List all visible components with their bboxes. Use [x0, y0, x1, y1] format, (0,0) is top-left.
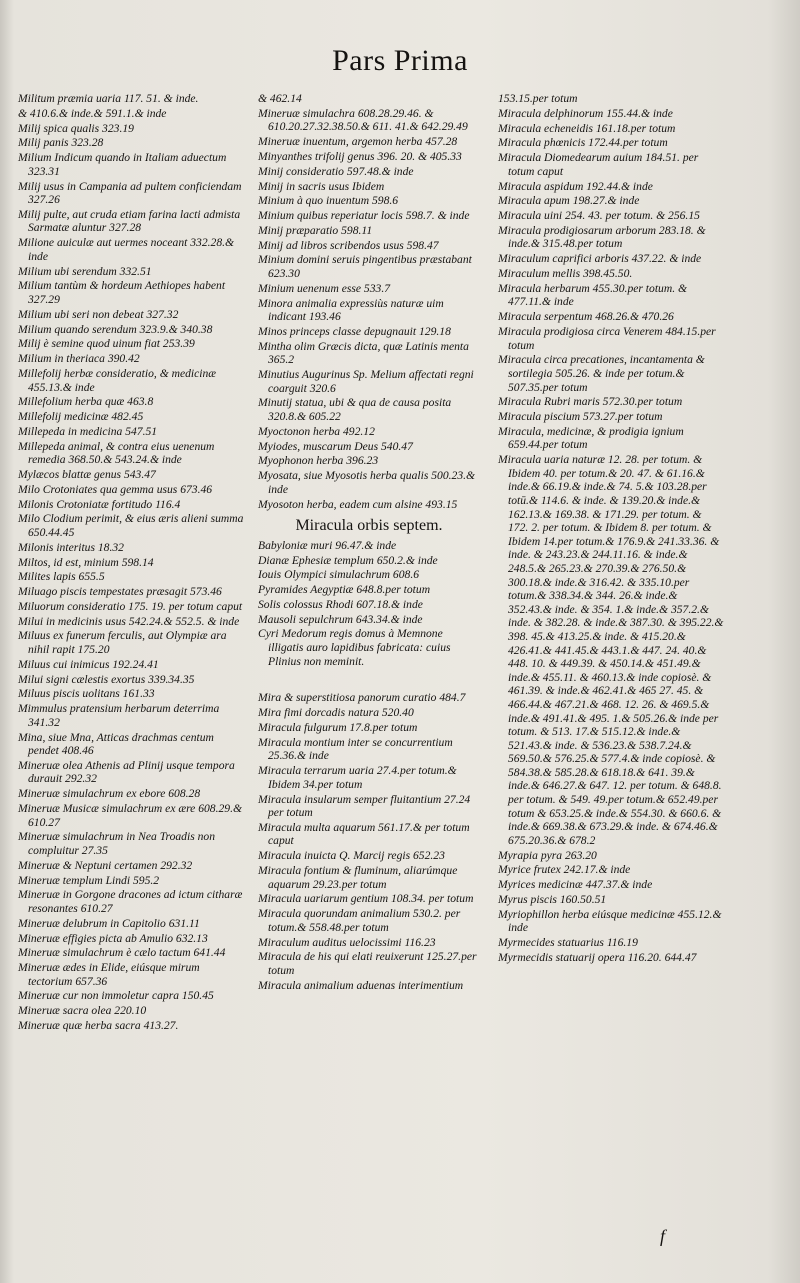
index-entry: Miracula, medicinæ, & prodigia ignium 659.44.per totum: [498, 424, 684, 452]
index-entry: Miracula uaria naturæ 12. 28. per totum. & Ibidem 40. per totum.& 20. 47. & 61.16.& inde.& 66.19.& inde.& 74. 5.& 103.28.per totū.& 114.6. & inde. & 139.20.& inde.& 162.13.& 169.38. & 171.29. per totum. & 172. 2. per totum. & Ibidem 8. per totum. & Ibidem 14.per totum.& 176.9.& 241.33.36. & inde. & 243.23.& 244.11.16. & inde.& 248.5.& 265.23.& 270.39.& 276.50.& 300.18.& inde.& 316.42. & 335.10.per totum.& 338.34.& 344. 26.& inde.& 352.43.& inde. & 354. 1.& inde.& 357.2.& inde. & 382.28. & inde.& 387.30. & 395.22.& 398. 45.& 413.25.& inde. & 415.20.& 426.41.& 441.45.& 443.1.& 447. 24. 40.& 448. 10. & 449.39. & 450.14.& 451.49.& inde.& 455.11. & 460.13.& inde copiosè. & 461.39. & inde.& 462.41.& 465 27. 45. & 466.44.& 467.21.& 468. 12. 26. & 469.5.& inde.& 491.41.& 495. 1.& 505.26.& inde per totum. & 513. 17.& 515.12.& inde.& 521.43.& inde. & 536.23.& 538.7.24.& 569.50.& 576.25.& 577.4.& inde copiosè. & 584.38.& 585.28.& 618.18.& 641. 39.& inde.& 646.27.& 647. 12. per totum. & 648.8. per totum. & 549. 49.per totum.& 652.49.per totum & 653.25.& inde.& 554.30. & 660.6. & inde.& 669.38.& 673.29.& inde. & 674.46.& 675.20.36.& 678.2: [498, 453, 724, 847]
index-entry: Miluorum consideratio 175. 19. per totum caput: [18, 599, 243, 613]
index-entry: Mineruæ in Gorgone dracones ad ictum citharæ resonantes 610.27: [18, 888, 243, 915]
index-entry: Miracula echeneidis 161.18.per totum: [498, 121, 676, 135]
wonders-list: [258, 539, 480, 668]
index-entry: Mineruæ delubrum in Capitolio 631.11: [18, 916, 200, 930]
index-entry: Mineruæ simulachrum è cælo tactum 641.44: [18, 946, 226, 960]
index-entry: Mintha olim Græcis dicta, quæ Latinis menta 365.2: [258, 339, 469, 367]
index-entry: Minutij statua, ubi & qua de causa posita 320.8.& 605.22: [258, 396, 452, 424]
index-entry: Mylæcos blattæ genus 543.47: [18, 468, 156, 481]
spacer: [258, 669, 480, 691]
index-entry: Minium quibus reperiatur locis 598.7. & inde: [258, 209, 470, 223]
index-entry: Mineruæ simulachra 608.28.29.46. & 610.20.27.32.38.50.& 611. 41.& 642.29.49: [258, 106, 468, 134]
index-entry: Miracula aspidum 192.44.& inde: [498, 179, 653, 193]
index-entry: Mineruæ inuentum, argemon herba 457.28: [258, 135, 458, 149]
index-entry: Miracula uini 254. 43. per totum. & 256.15: [498, 209, 700, 223]
index-entry: Mineruæ cur non immoletur capra 150.45: [18, 989, 214, 1003]
index-entry: Miracula apum 198.27.& inde: [498, 194, 640, 208]
index-entry: Milium quando serendum 323.9.& 340.38: [18, 322, 213, 336]
index-entry: Myoctonon herba 492.12: [258, 424, 375, 438]
index-entry: Minij in sacris usus Ibidem: [258, 179, 385, 193]
page-title: Pars Prima: [332, 44, 468, 77]
index-entry: Milium Indicum quando in Italiam aduectum 323.31: [18, 151, 227, 178]
index-entry: Miracula fulgurum 17.8.per totum: [258, 720, 418, 734]
index-column-left: [18, 92, 244, 1034]
index-entry: Miracula uariarum gentium 108.34. per totum: [258, 892, 474, 906]
index-entry: Mineruæ simulachrum ex ebore 608.28: [18, 787, 201, 801]
index-entry: Milij usus in Campania ad pultem conficiendam 327.26: [18, 179, 242, 207]
index-entry: Minium domini seruis pingentibus præstabant 623.30: [258, 253, 472, 280]
index-entry: Miluus ex funerum ferculis, aut Olympiæ ara nihil rapit 175.20: [18, 629, 227, 656]
index-entry: Dianæ Ephesiæ templum 650.2.& inde: [258, 553, 438, 567]
index-entry: Myiodes, muscarum Deus 540.47: [258, 439, 413, 453]
index-entry: Millepeda animal, & contra eius uenenum remedia 368.50.& 543.24.& inde: [18, 439, 215, 467]
index-entry: Miracula delphinorum 155.44.& inde: [498, 106, 673, 120]
index-entry: Myrapia pyra 263.20: [498, 848, 597, 862]
index-entry: Miracula terrarum uaria 27.4.per totum.& Ibidem 34.per totum: [258, 764, 457, 791]
index-entry: Minora animalia expressiùs naturæ uim indicant 193.46: [258, 296, 444, 324]
index-entry: Millefolij medicinæ 482.45: [18, 410, 144, 424]
index-entry: Myosoton herba, eadem cum alsine 493.15: [258, 497, 458, 511]
index-entry: Milium in theriaca 390.42: [18, 352, 140, 366]
index-entry: & 462.14: [258, 92, 302, 105]
index-entry: Minij ad libros scribendos usus 598.47: [258, 238, 439, 252]
index-entry: Mineruæ olea Athenis ad Plinij usque tempora durauit 292.32: [18, 758, 235, 786]
index-entry: Miracula circa precationes, incantamenta & sortilegia 505.26. & inde per totum.& 507.35.per totum: [498, 353, 705, 394]
index-entry: Solis colossus Rhodi 607.18.& inde: [258, 597, 423, 611]
index-entry: Iouis Olympici simulachrum 608.6: [258, 568, 420, 582]
index-entry: Miracula serpentum 468.26.& 470.26: [498, 310, 674, 324]
index-entry: Miracula phœnicis 172.44.per totum: [498, 136, 668, 150]
index-entry: Minos princeps classe depugnauit 129.18: [258, 324, 451, 338]
index-entry: Milium ubi serendum 332.51: [18, 264, 152, 278]
index-entry: Minyanthes trifolij genus 396. 20. & 405.33: [258, 149, 462, 163]
index-column-right: [498, 92, 724, 966]
index-entry: Mineruæ effigies picta ab Amulio 632.13: [18, 931, 208, 945]
index-entry: Millefolij herbæ consideratio, & medicinæ 455.13.& inde: [18, 366, 217, 394]
index-entry: & 410.6.& inde.& 591.1.& inde: [18, 106, 167, 120]
index-entry: Miraculum auditus uelocissimi 116.23: [258, 935, 436, 949]
index-entry: Milij spica qualis 323.19: [18, 121, 134, 135]
index-entry: Myosata, siue Myosotis herba qualis 500.23.& inde: [258, 469, 476, 496]
index-entry: Minij præparatio 598.11: [258, 223, 373, 237]
index-entry: Pyramides Aegyptiæ 648.8.per totum: [258, 583, 431, 597]
index-entry: Miracula Rubri maris 572.30.per totum: [498, 395, 683, 409]
index-entry: Mira fimi dorcadis natura 520.40: [258, 706, 414, 720]
index-entry: Miracula quorundam animalium 530.2. per totum.& 558.48.per totum: [258, 907, 461, 934]
index-entry: Miracula Diomedearum auium 184.51. per totum caput: [498, 151, 699, 178]
index-entry: Minium uenenum esse 533.7: [258, 281, 391, 295]
index-entry: Miluago piscis tempestates præsagit 573.46: [18, 585, 222, 599]
index-entry: Myrus piscis 160.50.51: [498, 892, 607, 906]
index-entry: Miracula montium inter se concurrentium 25.36.& inde: [258, 735, 453, 763]
index-entry: Mineruæ templum Lindi 595.2: [18, 873, 160, 887]
index-entry: Miluus piscis uolitans 161.33: [18, 687, 155, 701]
index-entry: Miltos, id est, minium 598.14: [18, 555, 154, 569]
index-entry: Myrmecidis statuarij opera 116.20. 644.47: [498, 950, 697, 964]
index-entry: Milium tantùm & hordeum Aethiopes habent 327.29: [18, 279, 226, 306]
index-entry: Mina, siue Mna, Atticas drachmas centum pendet 408.46: [18, 730, 214, 758]
index-entry: Milui in medicinis usus 542.24.& 552.5. & inde: [18, 614, 240, 628]
index-entry: Milonis Crotoniatæ fortitudo 116.4: [18, 497, 181, 511]
index-entry: Miracula de his qui elati reuixerunt 125.27.per totum: [258, 950, 477, 977]
index-entry: Myrmecides statuarius 116.19: [498, 936, 638, 950]
index-entry: Minium à quo inuentum 598.6: [258, 194, 399, 208]
index-entry: Miracula piscium 573.27.per totum: [498, 410, 663, 424]
index-entry: Babyloniæ muri 96.47.& inde: [258, 538, 397, 552]
index-entry: Miluus cui inimicus 192.24.41: [18, 657, 159, 671]
index-entry: 153.15.per totum: [498, 92, 578, 105]
index-entry: Myrices medicinæ 447.37.& inde: [498, 878, 653, 892]
index-entry: Mineruæ & Neptuni certamen 292.32: [18, 858, 193, 872]
index-entry: Miracula herbarum 455.30.per totum. & 477.11.& inde: [498, 281, 688, 309]
index-entry: Myriophillon herba eiúsque medicinæ 455.12.& inde: [498, 907, 722, 935]
index-entry: Miraculum mellis 398.45.50.: [498, 267, 633, 280]
index-entry: Milo Clodium perimit, & eius æris alieni summa 650.44.45: [18, 512, 244, 539]
index-entry: Mineruæ sacra olea 220.10: [18, 1004, 147, 1018]
index-entry: Mineruæ ædes in Elide, eiúsque mirum tectorium 657.36: [18, 961, 200, 988]
index-entry: Milione auiculæ aut uermes noceant 332.28.& inde: [18, 236, 235, 263]
index-entry: Miraculum caprifici arboris 437.22. & inde: [498, 252, 702, 266]
section-heading: Miracula orbis septem.: [295, 517, 443, 535]
index-entry: Minij consideratio 597.48.& inde: [258, 164, 414, 178]
index-entry: Mimmulus pratensium herbarum deterrima 341.32: [18, 702, 220, 729]
index-entry: Milij è semine quod uinum fiat 253.39: [18, 337, 195, 351]
index-entry: Milonis interitus 18.32: [18, 540, 124, 554]
index-entry: Miracula prodigiosa circa Venerem 484.15.per totum: [498, 324, 716, 352]
index-entry: Milui signi cælestis exortus 339.34.35: [18, 672, 195, 686]
index-entry: Myrice frutex 242.17.& inde: [498, 863, 631, 877]
index-entry: Milites lapis 655.5: [18, 570, 105, 584]
index-entry: Miracula insularum semper fluitantium 27.24 per totum: [258, 792, 471, 820]
index-entry: Mineruæ quæ herba sacra 413.27.: [18, 1019, 179, 1032]
index-entry: Miracula animalium aduenas interimentium: [258, 978, 464, 992]
index-entry: Miracula fontium & fluminum, aliarúmque aquarum 29.23.per totum: [258, 864, 458, 891]
signature-mark: f: [660, 1226, 666, 1246]
index-entry: Miracula multa aquarum 561.17.& per totum caput: [258, 820, 470, 848]
index-entry: Miracula inuicta Q. Marcij regis 652.23: [258, 849, 445, 863]
index-entry: Millefolium herba quæ 463.8: [18, 395, 154, 409]
index-entry: Miracula prodigiosarum arborum 283.18. & inde.& 315.48.per totum: [498, 223, 706, 251]
index-entry: Militum præmia uaria 117. 51. & inde.: [18, 92, 199, 105]
index-entry: Millepeda in medicina 547.51: [18, 424, 158, 438]
index-entry: Mira & superstitiosa panorum curatio 484.7: [258, 691, 466, 705]
index-entry: Mausoli sepulchrum 643.34.& inde: [258, 612, 423, 626]
index-entry: Mineruæ simulachrum in Nea Troadis non compluitur 27.35: [18, 830, 215, 857]
index-entry: Myophonon herba 396.23: [258, 454, 379, 468]
index-entry: Milo Crotoniates qua gemma usus 673.46: [18, 482, 213, 496]
index-entries-lower: [258, 691, 480, 992]
index-entries-upper: [258, 92, 480, 511]
index-entry: Milij pulte, aut cruda etiam farina lacti admista Sarmatæ aluntur 327.28: [18, 207, 241, 235]
index-entry: Mineruæ Musicæ simulachrum ex ære 608.29.& 610.27: [18, 802, 243, 829]
index-entry: Milij panis 323.28: [18, 136, 104, 150]
index-entry: Milium ubi seri non debeat 327.32: [18, 307, 179, 321]
index-column-middle: [258, 92, 480, 994]
index-entry: Minutius Augurinus Sp. Melium affectati regni coarguit 320.6: [258, 368, 474, 395]
index-entry: Cyri Medorum regis domus à Memnone illigatis auro lapidibus fabricata: cuius Plinius non meminit.: [258, 627, 451, 668]
